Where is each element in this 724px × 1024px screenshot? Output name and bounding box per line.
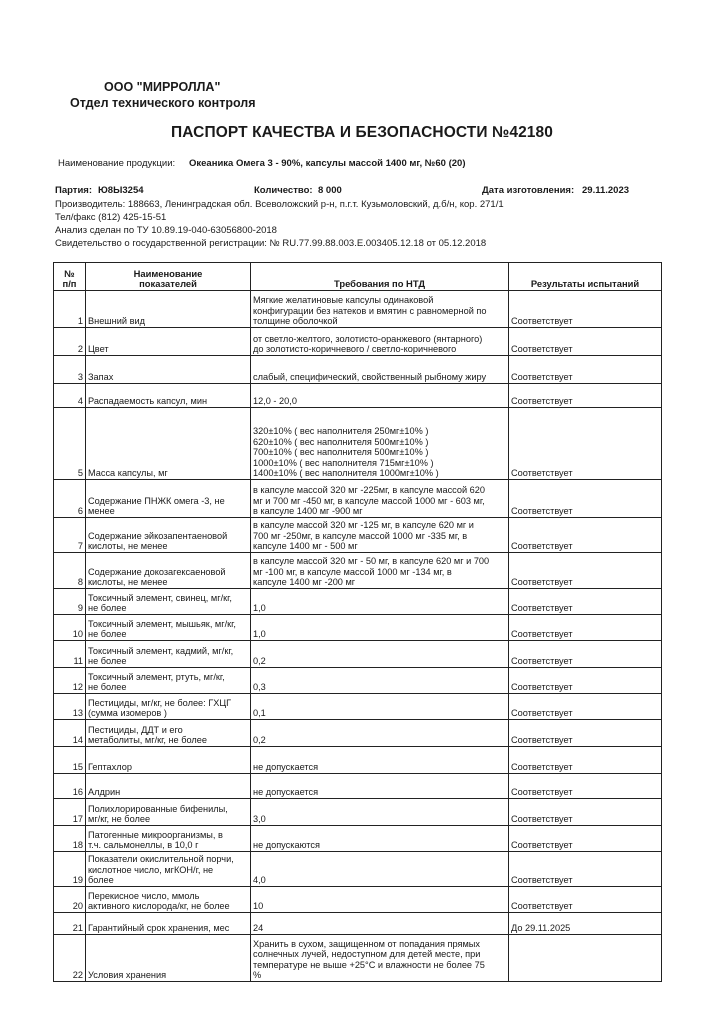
row-number: 2 bbox=[54, 328, 86, 356]
indicator-name: Содержание докозагексаеновой кислоты, не менее bbox=[86, 553, 251, 589]
indicator-name: Пестициды, ДДТ и его метаболиты, мг/кг, не более bbox=[86, 720, 251, 747]
indicator-name: Пестициды, мг/кг, не более: ГХЦГ (сумма изомеров ) bbox=[86, 694, 251, 720]
test-result: Соответствует bbox=[509, 291, 662, 328]
indicator-name: Цвет bbox=[86, 328, 251, 356]
row-number: 20 bbox=[54, 887, 86, 913]
requirement: не допускаются bbox=[251, 826, 509, 852]
quality-table bbox=[53, 262, 662, 982]
table-row bbox=[54, 747, 662, 774]
requirement: 3,0 bbox=[251, 799, 509, 826]
test-result: Соответствует bbox=[509, 553, 662, 589]
requirement: 4,0 bbox=[251, 852, 509, 887]
date-value: 29.11.2023 bbox=[582, 185, 630, 196]
table-row bbox=[54, 408, 662, 480]
batch-label: Партия: bbox=[55, 185, 92, 196]
indicator-name: Содержание ПНЖК омега -3, не менее bbox=[86, 480, 251, 518]
requirement: Мягкие желатиновые капсулы одинаковой конфигурации без натеков и вмятин с равномерной по толщине оболочкой bbox=[251, 291, 509, 328]
requirement: слабый, специфический, свойственный рыбному жиру bbox=[251, 356, 509, 384]
test-result: Соответствует bbox=[509, 408, 662, 480]
requirement: не допускается bbox=[251, 747, 509, 774]
row-number: 6 bbox=[54, 480, 86, 518]
test-result: Соответствует bbox=[509, 887, 662, 913]
requirement: 24 bbox=[251, 913, 509, 935]
certificate-line: Свидетельство о государственной регистрации: № RU.77.99.88.003.Е.003405.12.18 от 05.12.2018 bbox=[55, 238, 487, 249]
test-result: Соответствует bbox=[509, 799, 662, 826]
indicator-name: Патогенные микроорганизмы, в т.ч. сальмонеллы, в 10,0 г bbox=[86, 826, 251, 852]
header-num: № п/п bbox=[54, 263, 86, 291]
table-row bbox=[54, 826, 662, 852]
row-number: 16 bbox=[54, 774, 86, 799]
table-row bbox=[54, 480, 662, 518]
table-row bbox=[54, 518, 662, 553]
table-row bbox=[54, 384, 662, 408]
row-number: 12 bbox=[54, 668, 86, 694]
table-row bbox=[54, 935, 662, 982]
requirement: 10 bbox=[251, 887, 509, 913]
table-row bbox=[54, 887, 662, 913]
header-results: Результаты испытаний bbox=[509, 263, 662, 291]
requirement: 0,1 bbox=[251, 694, 509, 720]
row-number: 9 bbox=[54, 589, 86, 615]
indicator-name: Токсичный элемент, кадмий, мг/кг, не более bbox=[86, 641, 251, 668]
requirement: 0,2 bbox=[251, 720, 509, 747]
requirement: в капсуле массой 320 мг -225мг, в капсуле массой 620 мг и 700 мг -450 мг, в капсуле массой 1000 мг - 603 мг, в капсуле 1400 мг -900 мг bbox=[251, 480, 509, 518]
table-row bbox=[54, 589, 662, 615]
requirement: в капсуле масcой 320 мг - 50 мг, в капсуле 620 мг и 700 мг -100 мг, в капсуле массой 1000 мг -134 мг, в капсуле 1400 мг -200 мг bbox=[251, 553, 509, 589]
test-result: Соответствует bbox=[509, 518, 662, 553]
header-requirements: Требования по НТД bbox=[251, 263, 509, 291]
requirement: 1,0 bbox=[251, 615, 509, 641]
requirement: от светло-желтого, золотисто-оранжевого (янтарного) до золотисто-коричневого / светло-коричневого bbox=[251, 328, 509, 356]
row-number: 5 bbox=[54, 408, 86, 480]
phone-line: Тел/факс (812) 425-15-51 bbox=[55, 212, 167, 223]
row-number: 10 bbox=[54, 615, 86, 641]
test-result: Соответствует bbox=[509, 384, 662, 408]
requirement: 0,2 bbox=[251, 641, 509, 668]
table-row bbox=[54, 291, 662, 328]
product-label: Наименование продукции: bbox=[58, 158, 176, 169]
table-row bbox=[54, 694, 662, 720]
table-row bbox=[54, 913, 662, 935]
requirement: Хранить в сухом, защищенном от попадания прямых солнечных лучей, недоступном для детей месте, при температуре не выше +25°С и влажности не более 75 % bbox=[251, 935, 509, 982]
test-result: Соответствует bbox=[509, 720, 662, 747]
indicator-name: Гарантийный срок хранения, мес bbox=[86, 913, 251, 935]
row-number: 3 bbox=[54, 356, 86, 384]
row-number: 11 bbox=[54, 641, 86, 668]
date-label: Дата изготовления: bbox=[482, 185, 575, 196]
test-result: Соответствует bbox=[509, 641, 662, 668]
producer-line: Производитель: 188663, Ленинградская обл. Всеволожский р-н, п.г.т. Кузьмоловский, д.б/н, кор. 271/1 bbox=[55, 199, 504, 210]
row-number: 21 bbox=[54, 913, 86, 935]
row-number: 13 bbox=[54, 694, 86, 720]
header-name: Наименование показателей bbox=[86, 263, 251, 291]
row-number: 15 bbox=[54, 747, 86, 774]
row-number: 4 bbox=[54, 384, 86, 408]
indicator-name: Запах bbox=[86, 356, 251, 384]
requirement: в капсуле массой 320 мг -125 мг, в капсуле 620 мг и 700 мг -250мг, в капсуле массой 1000 мг -335 мг, в капсуле 1400 мг - 500 мг bbox=[251, 518, 509, 553]
requirement: не допускается bbox=[251, 774, 509, 799]
table-row bbox=[54, 356, 662, 384]
table-row bbox=[54, 720, 662, 747]
table-row bbox=[54, 774, 662, 799]
table-row bbox=[54, 553, 662, 589]
indicator-name: Масса капсулы, мг bbox=[86, 408, 251, 480]
test-result: Соответствует bbox=[509, 852, 662, 887]
indicator-name: Алдрин bbox=[86, 774, 251, 799]
requirement: 12,0 - 20,0 bbox=[251, 384, 509, 408]
row-number: 17 bbox=[54, 799, 86, 826]
row-number: 1 bbox=[54, 291, 86, 328]
table-body bbox=[54, 291, 662, 982]
test-result: Соответствует bbox=[509, 668, 662, 694]
table-row bbox=[54, 641, 662, 668]
document-title: ПАСПОРТ КАЧЕСТВА И БЕЗОПАСНОСТИ №42180 bbox=[171, 124, 553, 141]
row-number: 22 bbox=[54, 935, 86, 982]
row-number: 18 bbox=[54, 826, 86, 852]
test-result: Соответствует bbox=[509, 356, 662, 384]
table-row bbox=[54, 328, 662, 356]
indicator-name: Условия хранения bbox=[86, 935, 251, 982]
indicator-name: Содержание эйкозапентаеновой кислоты, не менее bbox=[86, 518, 251, 553]
test-result: Соответствует bbox=[509, 480, 662, 518]
table-row bbox=[54, 852, 662, 887]
batch-value: Ю8Ы3254 bbox=[98, 185, 144, 196]
quantity-value: 8 000 bbox=[318, 185, 342, 196]
table-row bbox=[54, 799, 662, 826]
indicator-name: Токсичный элемент, мышьяк, мг/кг, не более bbox=[86, 615, 251, 641]
indicator-name: Токсичный элемент, свинец, мг/кг, не более bbox=[86, 589, 251, 615]
indicator-name: Гептахлор bbox=[86, 747, 251, 774]
indicator-name: Распадаемость капсул, мин bbox=[86, 384, 251, 408]
row-number: 19 bbox=[54, 852, 86, 887]
indicator-name: Показатели окислительной порчи, кислотное число, мгКОН/г, не более bbox=[86, 852, 251, 887]
test-result: Соответствует bbox=[509, 774, 662, 799]
row-number: 7 bbox=[54, 518, 86, 553]
requirement: 1,0 bbox=[251, 589, 509, 615]
indicator-name: Внешний вид bbox=[86, 291, 251, 328]
row-number: 8 bbox=[54, 553, 86, 589]
department-name: Отдел технического контроля bbox=[70, 96, 256, 110]
test-result: Соответствует bbox=[509, 747, 662, 774]
test-result: Соответствует bbox=[509, 694, 662, 720]
indicator-name: Полихлорированные бифенилы, мг/кг, не более bbox=[86, 799, 251, 826]
test-result: Соответствует bbox=[509, 826, 662, 852]
requirement: 0,3 bbox=[251, 668, 509, 694]
quantity-label: Количество: bbox=[254, 185, 313, 196]
product-name: Океаника Омега 3 - 90%, капсулы массой 1400 мг, №60 (20) bbox=[189, 158, 466, 169]
test-result: Соответствует bbox=[509, 328, 662, 356]
test-result bbox=[509, 935, 662, 982]
indicator-name: Токсичный элемент, ртуть, мг/кг, не более bbox=[86, 668, 251, 694]
table-row bbox=[54, 615, 662, 641]
test-result: Соответствует bbox=[509, 589, 662, 615]
indicator-name: Перекисное число, ммоль активного кислорода/кг, не более bbox=[86, 887, 251, 913]
test-result: Соответствует bbox=[509, 615, 662, 641]
requirement: 320±10% ( вес наполнителя 250мг±10% ) 620±10% ( вес наполнителя 500мг±10% ) 700±10% ( вес наполнителя 500мг±10% ) 1000±10% ( вес наполнителя 715мг±10% ) 1400±10% ( вес наполнителя 1000мг±10% ) bbox=[251, 408, 509, 480]
company-name: ООО "МИРРОЛЛА" bbox=[104, 80, 221, 94]
test-result: До 29.11.2025 bbox=[509, 913, 662, 935]
row-number: 14 bbox=[54, 720, 86, 747]
analysis-line: Анализ сделан по ТУ 10.89.19-040-63056800-2018 bbox=[55, 225, 277, 236]
table-row bbox=[54, 668, 662, 694]
